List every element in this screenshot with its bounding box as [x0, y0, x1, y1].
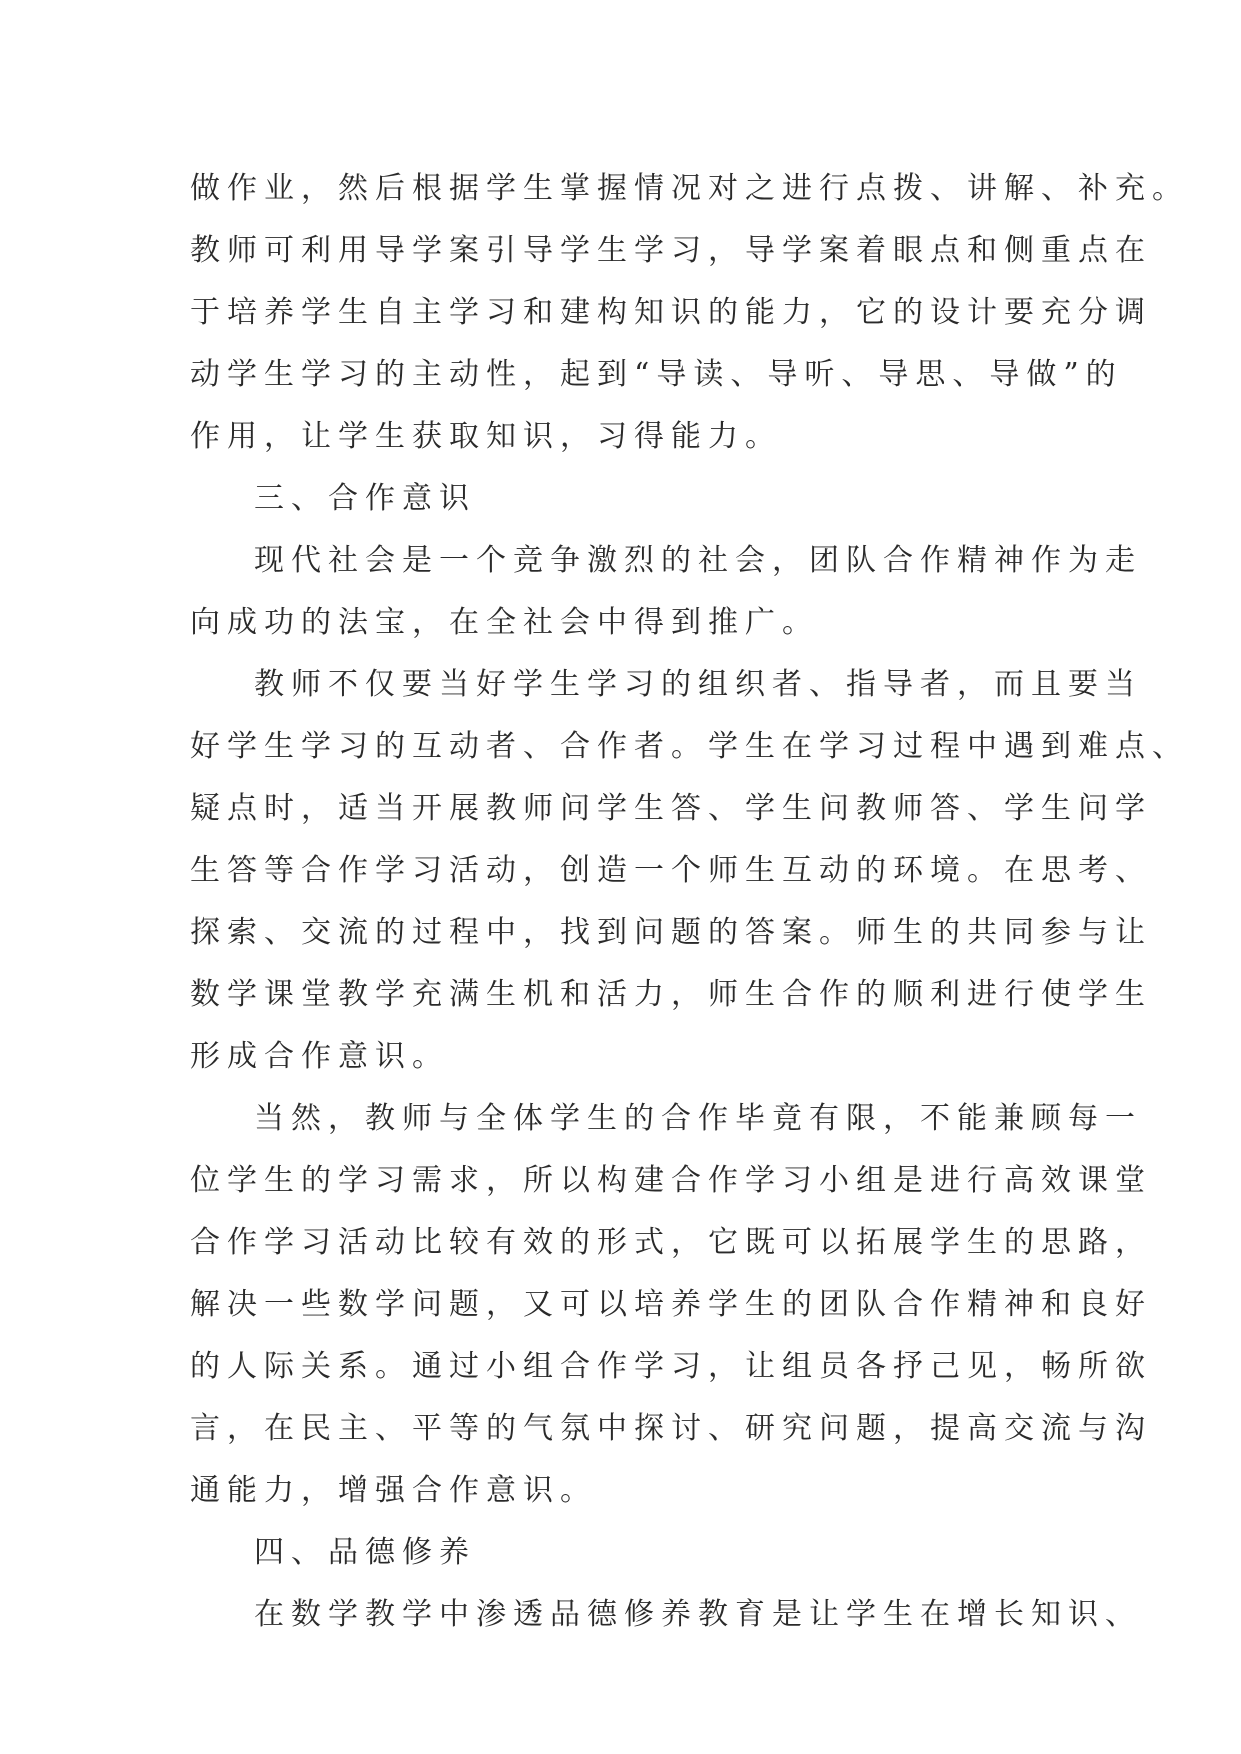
- text-line: 疑点时，适当开展教师问学生答、学生问教师答、学生问学: [190, 791, 1152, 826]
- text-line: 的人际关系。通过小组合作学习，让组员各抒己见，畅所欲: [190, 1349, 1152, 1384]
- text-line: 做作业，然后根据学生掌握情况对之进行点拨、讲解、补充。: [190, 171, 1189, 206]
- text-line: 通能力，增强合作意识。: [190, 1473, 597, 1508]
- text-line: 向成功的法宝，在全社会中得到推广。: [190, 605, 819, 640]
- paragraph-start-line: 当然，教师与全体学生的合作毕竟有限，不能兼顾每一: [254, 1101, 1142, 1136]
- text-line: 形成合作意识。: [190, 1039, 449, 1074]
- text-line: 位学生的学习需求，所以构建合作学习小组是进行高效课堂: [190, 1163, 1152, 1198]
- text-line: 教师可利用导学案引导学生学习，导学案着眼点和侧重点在: [190, 233, 1152, 268]
- paragraph-start-line: 现代社会是一个竞争激烈的社会，团队合作精神作为走: [254, 543, 1142, 578]
- paragraph-start-line: 四、品德修养: [254, 1535, 476, 1570]
- text-line: 作用，让学生获取知识，习得能力。: [190, 419, 782, 454]
- text-line: 动学生学习的主动性，起到“导读、导听、导思、导做”的: [190, 357, 1123, 392]
- document-body: [190, 158, 1189, 1646]
- text-line: 解决一些数学问题，又可以培养学生的团队合作精神和良好: [190, 1287, 1152, 1322]
- text-line: 合作学习活动比较有效的形式，它既可以拓展学生的思路，: [190, 1225, 1152, 1260]
- text-line: 言，在民主、平等的气氛中探讨、研究问题，提高交流与沟: [190, 1411, 1152, 1446]
- text-line: 于培养学生自主学习和建构知识的能力，它的设计要充分调: [190, 295, 1152, 330]
- text-line: 探索、交流的过程中，找到问题的答案。师生的共同参与让: [190, 915, 1152, 950]
- paragraph-start-line: 三、合作意识: [254, 481, 476, 516]
- paragraph-start-line: 在数学教学中渗透品德修养教育是让学生在增长知识、: [254, 1597, 1142, 1632]
- text-line: 数学课堂教学充满生机和活力，师生合作的顺利进行使学生: [190, 977, 1152, 1012]
- paragraph-start-line: 教师不仅要当好学生学习的组织者、指导者，而且要当: [254, 667, 1142, 702]
- text-line: 生答等合作学习活动，创造一个师生互动的环境。在思考、: [190, 853, 1152, 888]
- text-line: 好学生学习的互动者、合作者。学生在学习过程中遇到难点、: [190, 729, 1189, 764]
